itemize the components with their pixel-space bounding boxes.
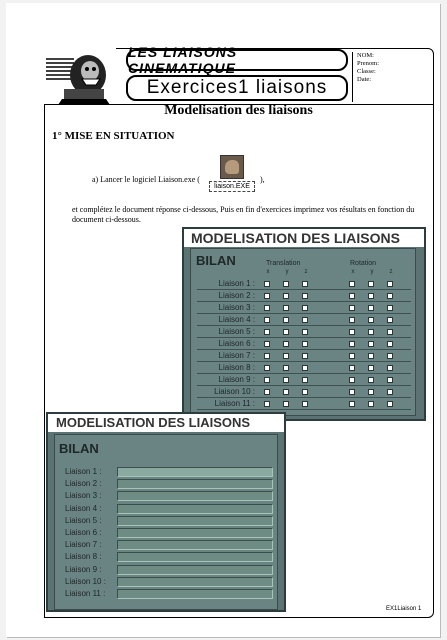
rotation-x-checkbox[interactable] xyxy=(349,341,355,347)
liaison-label: Liaison 5 : xyxy=(65,515,102,525)
liaison-label: Liaison 10 : xyxy=(214,387,255,396)
rotation-z-checkbox[interactable] xyxy=(387,401,393,407)
rotation-x-checkbox[interactable] xyxy=(349,293,355,299)
liaison-label: Liaison 1 : xyxy=(65,467,102,476)
panel-heading: MODELISATION DES LIAISONS xyxy=(184,229,424,247)
translation-axis-z: z xyxy=(304,269,308,275)
rotation-y-checkbox[interactable] xyxy=(368,353,374,359)
rotation-x-checkbox[interactable] xyxy=(349,353,355,359)
liaison-label: Liaison 2 : xyxy=(65,479,102,489)
rotation-axis-y: y xyxy=(370,269,374,275)
document-title: Modelisation des liaisons xyxy=(164,103,313,118)
translation-x-checkbox[interactable] xyxy=(264,317,270,323)
liaison-row xyxy=(191,326,415,338)
liaison-row xyxy=(191,314,415,326)
liaison-row xyxy=(55,490,277,502)
translation-x-checkbox[interactable] xyxy=(264,353,270,359)
liaison-row xyxy=(191,278,415,290)
rotation-y-checkbox[interactable] xyxy=(368,329,374,335)
rotation-y-checkbox[interactable] xyxy=(368,341,374,347)
liaison-checkbox-panel xyxy=(182,227,426,421)
row-divider xyxy=(197,409,411,410)
translation-z-checkbox[interactable] xyxy=(302,377,308,383)
class-field-label: Classe: xyxy=(357,68,376,75)
student-info-box xyxy=(352,52,434,102)
rotation-x-checkbox[interactable] xyxy=(349,389,355,395)
translation-z-checkbox[interactable] xyxy=(302,281,308,287)
panel-body xyxy=(190,248,416,416)
translation-x-checkbox[interactable] xyxy=(264,281,270,287)
rotation-y-checkbox[interactable] xyxy=(368,293,374,299)
rotation-y-checkbox[interactable] xyxy=(368,377,374,383)
translation-x-checkbox[interactable] xyxy=(264,401,270,407)
translation-y-checkbox[interactable] xyxy=(283,389,289,395)
liaison-row xyxy=(55,576,277,588)
liaison-label: Liaison 6 : xyxy=(218,339,255,348)
translation-z-checkbox[interactable] xyxy=(302,365,308,371)
translation-z-checkbox[interactable] xyxy=(302,389,308,395)
firstname-field-label: Prenom: xyxy=(357,60,380,67)
school-logo-image xyxy=(44,45,116,105)
step-a-text: a) Lancer le logiciel Liaison.exe ( xyxy=(92,175,200,184)
liaison-label: Liaison 11 : xyxy=(65,589,106,598)
liaison-row xyxy=(191,290,415,302)
translation-z-checkbox[interactable] xyxy=(302,401,308,407)
translation-y-checkbox[interactable] xyxy=(283,365,289,371)
liaison-label: Liaison 11 : xyxy=(214,399,255,408)
rotation-z-checkbox[interactable] xyxy=(387,281,393,287)
translation-y-checkbox[interactable] xyxy=(283,281,289,287)
liaison-row xyxy=(191,338,415,350)
rotation-x-checkbox[interactable] xyxy=(349,365,355,371)
rotation-x-checkbox[interactable] xyxy=(349,377,355,383)
liaison-label: Liaison 5 : xyxy=(218,327,255,336)
translation-axis-x: x xyxy=(266,269,270,275)
rotation-y-checkbox[interactable] xyxy=(368,389,374,395)
rotation-x-checkbox[interactable] xyxy=(349,317,355,323)
translation-y-checkbox[interactable] xyxy=(283,353,289,359)
rotation-z-checkbox[interactable] xyxy=(387,389,393,395)
translation-x-checkbox[interactable] xyxy=(264,305,270,311)
translation-z-checkbox[interactable] xyxy=(302,293,308,299)
liaison-row xyxy=(55,503,277,515)
translation-x-checkbox[interactable] xyxy=(264,377,270,383)
rotation-y-checkbox[interactable] xyxy=(368,365,374,371)
liaison-label: Liaison 4 : xyxy=(218,315,255,324)
course-title: LES LIAISONS CINEMATIQUE xyxy=(126,49,348,71)
liaison-label: Liaison 2 : xyxy=(218,291,255,300)
liaison-label: Liaison 8 : xyxy=(218,363,255,372)
exe-icon-label: liaison.EXE xyxy=(209,181,255,192)
liaison-answer-field[interactable] xyxy=(117,540,273,550)
date-field-label: Date: xyxy=(357,76,372,83)
liaison-row xyxy=(55,478,277,490)
liaison-exe-icon[interactable] xyxy=(209,155,255,195)
rotation-z-checkbox[interactable] xyxy=(387,293,393,299)
liaison-label: Liaison 9 : xyxy=(65,564,102,574)
liaison-row xyxy=(191,386,415,398)
rotation-x-checkbox[interactable] xyxy=(349,281,355,287)
rotation-heading: Rotation xyxy=(350,260,377,267)
liaison-label: Liaison 1 : xyxy=(218,279,255,288)
rotation-z-checkbox[interactable] xyxy=(387,377,393,383)
rotation-y-checkbox[interactable] xyxy=(368,281,374,287)
translation-z-checkbox[interactable] xyxy=(302,353,308,359)
translation-x-checkbox[interactable] xyxy=(264,329,270,335)
section-heading: 1° MISE EN SITUATION xyxy=(52,130,175,142)
liaison-answer-field[interactable] xyxy=(117,565,273,575)
rotation-z-checkbox[interactable] xyxy=(387,317,393,323)
intro-paragraph: et complétez le document réponse ci-dessous, Puis en fin d'exercices imprimez vos résultats en fonction du document ci-dessous. xyxy=(72,205,415,224)
rotation-y-checkbox[interactable] xyxy=(368,305,374,311)
translation-y-checkbox[interactable] xyxy=(283,329,289,335)
liaison-row xyxy=(191,374,415,386)
liaison-label: Liaison 7 : xyxy=(218,351,255,360)
translation-z-checkbox[interactable] xyxy=(302,341,308,347)
liaison-row xyxy=(191,350,415,362)
liaison-label: Liaison 6 : xyxy=(65,528,102,537)
rotation-z-checkbox[interactable] xyxy=(387,353,393,359)
rotation-z-checkbox[interactable] xyxy=(387,329,393,335)
rotation-x-checkbox[interactable] xyxy=(349,329,355,335)
liaison-row xyxy=(55,527,277,539)
translation-heading: Translation xyxy=(266,260,301,267)
liaison-answer-field[interactable] xyxy=(117,589,273,599)
translation-x-checkbox[interactable] xyxy=(264,341,270,347)
liaison-answer-field[interactable] xyxy=(117,491,273,501)
translation-z-checkbox[interactable] xyxy=(302,317,308,323)
liaison-label: Liaison 3 : xyxy=(218,303,255,312)
liaison-row xyxy=(55,515,277,527)
liaison-row xyxy=(55,551,277,563)
rotation-z-checkbox[interactable] xyxy=(387,365,393,371)
liaison-answer-field[interactable] xyxy=(117,479,273,489)
page-footer: EX1Liaison 1 xyxy=(386,606,422,612)
translation-y-checkbox[interactable] xyxy=(283,341,289,347)
liaison-answer-field[interactable] xyxy=(117,467,273,477)
liaison-row xyxy=(55,539,277,551)
rotation-axis-x: x xyxy=(351,269,355,275)
liaison-answer-field[interactable] xyxy=(117,552,273,562)
liaison-field-panel xyxy=(46,412,286,612)
translation-z-checkbox[interactable] xyxy=(302,329,308,335)
liaison-row xyxy=(55,466,277,478)
translation-y-checkbox[interactable] xyxy=(283,293,289,299)
liaison-answer-field[interactable] xyxy=(117,516,273,526)
liaison-answer-field[interactable] xyxy=(117,577,273,587)
translation-y-checkbox[interactable] xyxy=(283,377,289,383)
translation-x-checkbox[interactable] xyxy=(264,389,270,395)
translation-y-checkbox[interactable] xyxy=(283,305,289,311)
exercise-title: Exercices1 liaisons xyxy=(126,75,348,101)
rotation-x-checkbox[interactable] xyxy=(349,305,355,311)
liaison-answer-field[interactable] xyxy=(117,504,273,514)
rotation-z-checkbox[interactable] xyxy=(387,341,393,347)
rotation-z-checkbox[interactable] xyxy=(387,305,393,311)
translation-z-checkbox[interactable] xyxy=(302,305,308,311)
liaison-row xyxy=(191,398,415,410)
translation-x-checkbox[interactable] xyxy=(264,365,270,371)
name-field-label: NOM: xyxy=(357,52,374,59)
liaison-row xyxy=(55,564,277,576)
liaison-row xyxy=(55,588,277,600)
bilan-heading: BILAN xyxy=(59,441,99,456)
translation-y-checkbox[interactable] xyxy=(283,401,289,407)
step-a-suffix: ), xyxy=(260,175,265,184)
translation-y-checkbox[interactable] xyxy=(283,317,289,323)
panel-heading: MODELISATION DES LIAISONS xyxy=(48,414,284,432)
program-icon xyxy=(220,155,244,179)
rotation-x-checkbox[interactable] xyxy=(349,401,355,407)
liaison-label: Liaison 4 : xyxy=(65,503,102,513)
liaison-label: Liaison 3 : xyxy=(65,491,102,501)
liaison-row xyxy=(191,302,415,314)
liaison-answer-field[interactable] xyxy=(117,528,273,538)
rotation-y-checkbox[interactable] xyxy=(368,401,374,407)
liaison-label: Liaison 10 : xyxy=(65,576,106,586)
liaison-label: Liaison 9 : xyxy=(218,375,255,384)
liaison-label: Liaison 7 : xyxy=(65,540,102,550)
translation-axis-y: y xyxy=(285,269,289,275)
rotation-y-checkbox[interactable] xyxy=(368,317,374,323)
rotation-axis-z: z xyxy=(389,269,393,275)
panel-body xyxy=(54,434,278,610)
liaison-row xyxy=(191,362,415,374)
bilan-heading: BILAN xyxy=(196,253,236,268)
translation-x-checkbox[interactable] xyxy=(264,293,270,299)
liaison-label: Liaison 8 : xyxy=(65,552,102,562)
